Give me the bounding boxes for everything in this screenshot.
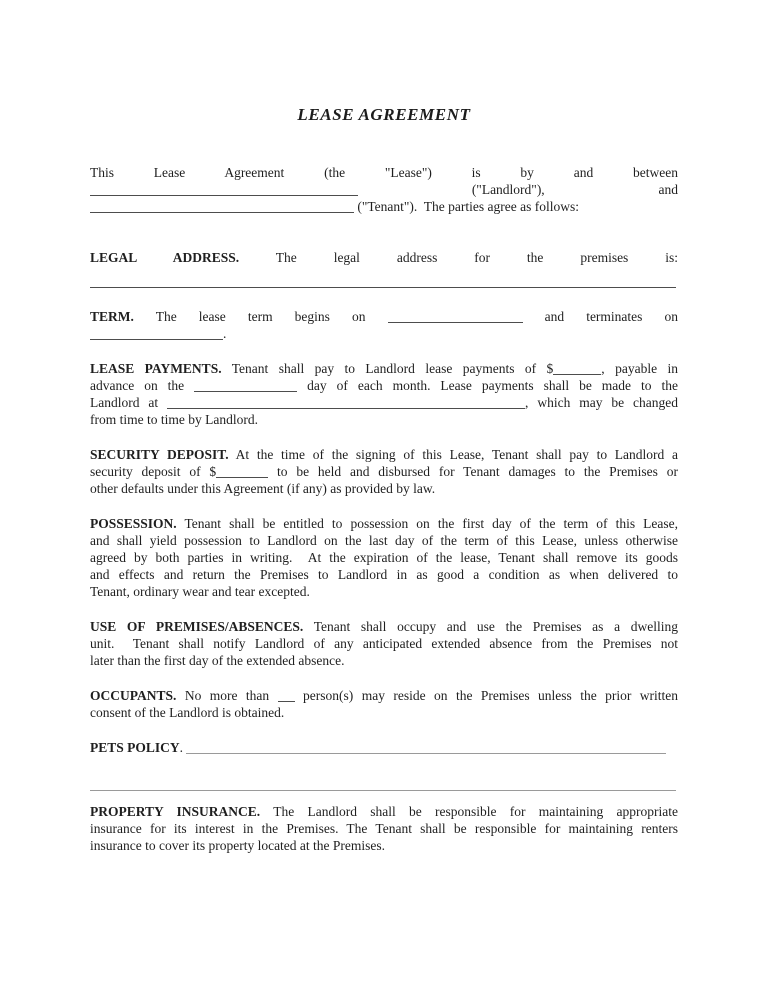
text-line (90, 837, 678, 854)
text-run: Landlord at (90, 395, 159, 410)
text-line (90, 515, 678, 532)
text-run: Tenant, ordinary wear and tear excepted. (90, 584, 310, 599)
text-line (90, 635, 678, 652)
paragraph-lease-payments (90, 360, 678, 428)
text-run: , payable in (601, 361, 678, 376)
text-run: ("Landlord"), (471, 182, 545, 197)
text-run: insurance to cover its property located at the Premises. (90, 838, 386, 853)
text-line (90, 803, 678, 820)
section-heading: LEGAL ADDRESS. (90, 250, 240, 265)
text-line (90, 198, 678, 215)
text-run: and (658, 182, 678, 197)
section-heading: SECURITY DEPOSIT. (90, 447, 229, 462)
text-run: . (223, 326, 227, 341)
text-line (90, 687, 678, 704)
text-line (90, 308, 678, 325)
text-run: security deposit of $ (90, 464, 217, 479)
blank-field (90, 183, 358, 196)
text-line (90, 820, 678, 837)
text-line (90, 360, 678, 377)
document-title: LEASE AGREEMENT (297, 105, 471, 124)
document-body (90, 164, 678, 854)
text-run: from time to time by Landlord. (90, 412, 258, 427)
text-line (90, 652, 678, 669)
paragraph-term (90, 308, 678, 342)
blank-field (90, 275, 676, 288)
text-line (90, 325, 678, 342)
blank-field (194, 379, 297, 392)
text-run: Tenant shall occupy and use the Premises as a dwelling (313, 619, 678, 634)
text-run: Tenant shall pay to Landlord lease payments of $ (231, 361, 554, 376)
text-line (90, 583, 678, 600)
blank-field (553, 362, 601, 375)
text-run: other defaults under this Agreement (if any) as provided by law. (90, 481, 436, 496)
text-line (90, 181, 678, 198)
text-run: The lease term begins on (155, 309, 366, 324)
text-run: day of each month. Lease payments shall be made to the (307, 378, 678, 393)
paragraph-legal-address (90, 249, 678, 290)
text-line (90, 739, 678, 756)
blank-field (90, 327, 223, 340)
text-line (90, 480, 678, 497)
text-line (90, 273, 678, 290)
section-heading: USE OF PREMISES/ABSENCES. (90, 619, 304, 634)
section-heading: POSSESSION. (90, 516, 177, 531)
text-run: agreed by both parties in writing. At the expiration of the lease, Tenant shall remove its goods (90, 550, 678, 565)
text-run: At the time of the signing of this Lease, Tenant shall pay to Landlord a (235, 447, 678, 462)
text-run: The legal address for the premises is: (275, 250, 678, 265)
paragraph-occupants (90, 687, 678, 721)
blank-field (167, 396, 525, 409)
section-heading: TERM. (90, 309, 134, 324)
blank-field (388, 310, 523, 323)
section-heading: PROPERTY INSURANCE. (90, 804, 261, 819)
paragraph-property-insurance (90, 803, 678, 854)
section-heading: PETS POLICY (90, 740, 180, 755)
section-heading: LEASE PAYMENTS. (90, 361, 222, 376)
text-line (90, 463, 678, 480)
text-run: person(s) may reside on the Premises unless the prior written (303, 688, 679, 703)
text-run: later than the first day of the extended absence. (90, 653, 345, 668)
text-run: Tenant shall be entitled to possession on the first day of the term of this Lease, (184, 516, 678, 531)
text-line (90, 411, 678, 428)
text-line (90, 377, 678, 394)
blank-field (90, 778, 676, 791)
text-line (90, 446, 678, 463)
text-line (90, 532, 678, 549)
text-run: consent of the Landlord is obtained. (90, 705, 285, 720)
text-line (90, 776, 678, 793)
paragraph-security-deposit (90, 446, 678, 497)
text-run: and terminates on (544, 309, 678, 324)
text-run: and effects and return the Premises to Landlord in as good a condition as when delivered to (90, 567, 678, 582)
text-run: insurance for its interest in the Premises. The Tenant shall be responsible for maintaining renters (90, 821, 678, 836)
section-heading: OCCUPANTS. (90, 688, 177, 703)
paragraph-pets-policy (90, 739, 678, 756)
text-line (90, 549, 678, 566)
blank-field (90, 200, 354, 213)
document-content (90, 104, 678, 872)
text-run: . (179, 740, 184, 755)
text-line (90, 249, 678, 266)
text-line (90, 618, 678, 635)
text-line (90, 164, 678, 181)
text-run: ("Tenant"). The parties agree as follows: (357, 199, 579, 214)
text-run: advance on the (90, 378, 185, 393)
text-run: This Lease Agreement (the "Lease") is by and between (90, 165, 678, 180)
text-line (90, 566, 678, 583)
paragraph-use-of-premises (90, 618, 678, 669)
paragraph-possession (90, 515, 678, 600)
paragraph-intro (90, 164, 678, 215)
text-run: No more than (184, 688, 270, 703)
text-line (90, 704, 678, 721)
blank-field (186, 741, 666, 754)
text-run: unit. Tenant shall notify Landlord of any anticipated extended absence from the Premises not (90, 636, 678, 651)
text-run: to be held and disbursed for Tenant damages to the Premises or (277, 464, 678, 479)
text-run: , which may be changed (525, 395, 678, 410)
paragraph-blank-line (90, 776, 678, 793)
text-run: and shall yield possession to Landlord on the last day of the term of this Lease, unless otherwise (90, 533, 678, 548)
blank-field (216, 465, 268, 478)
blank-field (278, 689, 295, 702)
text-line (90, 394, 678, 411)
text-run: The Landlord shall be responsible for maintaining appropriate (273, 804, 678, 819)
